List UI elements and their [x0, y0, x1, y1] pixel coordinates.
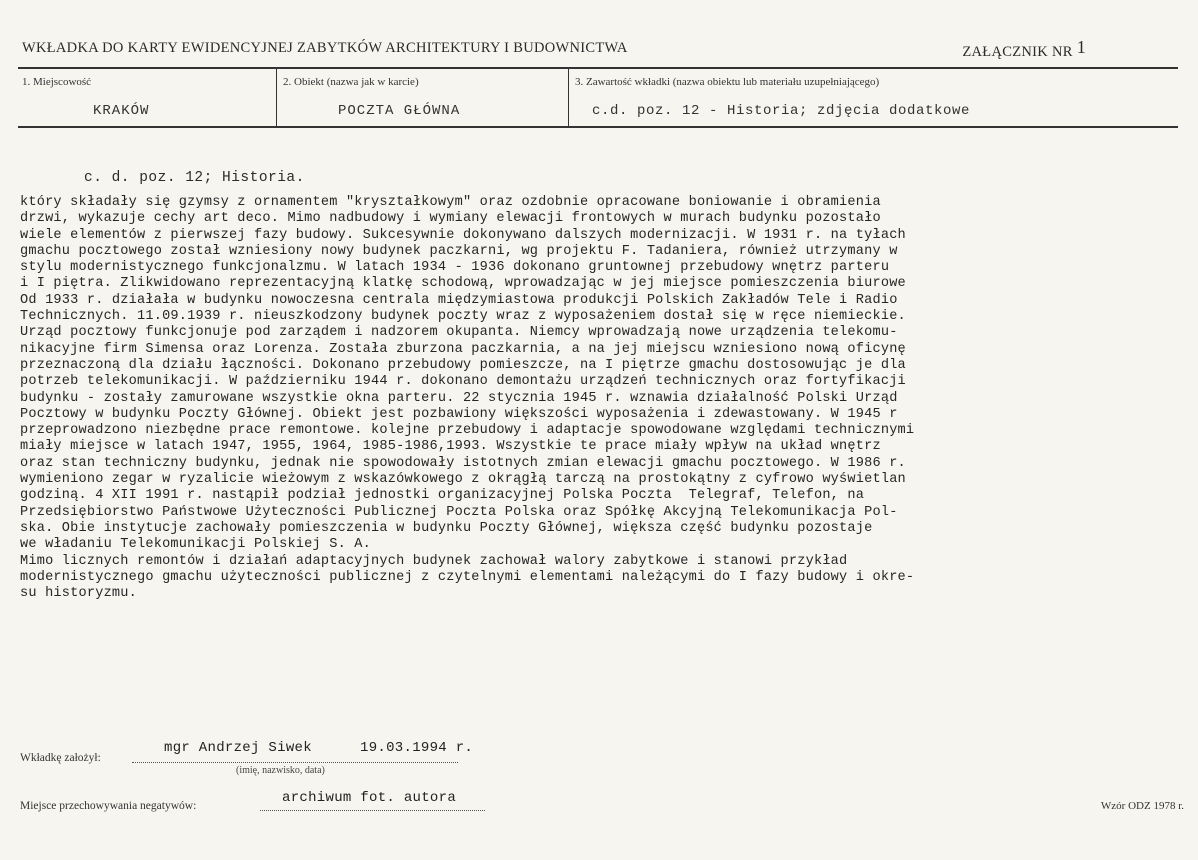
history-line: stylu modernistycznego funkcjonalzmu. W latach 1934 - 1936 dokonano gruntownej przebudowy wnętrz parteru [20, 260, 890, 276]
storage-value: archiwum fot. autora [282, 790, 457, 806]
field-divider-2 [568, 69, 569, 126]
field-value-locality: KRAKÓW [93, 103, 150, 119]
history-line: Od 1933 r. działała w budynku nowoczesna centrala międzymiastowa produkcji Polskich Zakładów Tele i Radio [20, 292, 898, 308]
field-label-contents: 3. Zawartość wkładki (nazwa obiektu lub materiału uzupełniającego) [575, 76, 880, 88]
history-line: Urząd pocztowy funkcjonuje pod zarządem i nadzorem okupanta. Niemcy wprowadzają nowe urządzenia telekomu- [20, 325, 898, 341]
storage-dotted-line [260, 810, 485, 811]
history-line: wiele elementów z pierwszej fazy budowy. Sukcesywnie dokonywano dalszych modernizacji. W 1931 r. na tyłach [20, 227, 906, 243]
history-line: we władaniu Telekomunikacji Polskiej S. A. [20, 537, 372, 553]
storage-label: Miejsce przechowywania negatywów: [20, 800, 197, 812]
history-body-text [20, 195, 1140, 602]
field-divider-1 [276, 69, 277, 126]
history-line: miały miejsce w latach 1947, 1955, 1964, 1985-1986,1993. Wszystkie te prace miały wpływ na układ wnętrz [20, 439, 881, 455]
field-label-locality: 1. Miejscowość [22, 76, 92, 88]
history-line: Mimo licznych remontów i działań adaptacyjnych budynek zachował walory zabytkowe i stanowi przykład [20, 553, 848, 569]
annex-number: 1 [1076, 37, 1086, 57]
history-line: drzwi, wykazuje cechy art deco. Mimo nadbudowy i wymiany elewacji frontowych w murach budynku pozostało [20, 211, 881, 227]
section-heading: c. d. poz. 12; Historia. [84, 170, 305, 186]
history-line: i I piętra. Zlikwidowano reprezentacyjną klatkę schodową, wprowadzając w jej miejsce pomieszczenia biurowe [20, 276, 906, 292]
history-line: wymieniono zegar w ryzalicie wieżowym z wskazówkowego z okrągłą tarczą na prostokątny z cyfrowo wyświetlan [20, 472, 906, 488]
author-name: mgr Andrzej Siwek [164, 740, 312, 756]
history-line: Przedsiębiorstwo Państwowe Użyteczności Publicznej Poczta Polska oraz Spółkę Akcyjną Telekomunikacja Pol- [20, 504, 898, 520]
form-title: WKŁADKA DO KARTY EWIDENCYJNEJ ZABYTKÓW ARCHITEKTURY I BUDOWNICTWA [22, 40, 628, 56]
history-line: budynku - zostały zamurowane wszystkie okna parteru. 22 stycznia 1945 r. wznawia działalność Polski Urząd [20, 390, 898, 406]
field-label-object: 2. Obiekt (nazwa jak w karcie) [283, 76, 419, 88]
author-dotted-line [132, 762, 458, 763]
history-line: który składały się gzymsy z ornamentem "kryształkowym" oraz ozdobnie opracowane boniowanie i obramienia [20, 195, 881, 210]
history-line: Pocztowy w budynku Poczty Głównej. Obiekt jest pozbawiony większości wyposażenia i zdewastowany. W 1945 r [20, 406, 898, 422]
history-line: su historyzmu. [20, 586, 138, 602]
form-code: Wzór ODZ 1978 r. [1100, 800, 1184, 812]
annex-label-text: ZAŁĄCZNIK NR [962, 44, 1073, 60]
author-sublabel: (imię, nazwisko, data) [236, 765, 325, 776]
header-top-rule [18, 67, 1178, 69]
history-line: oraz stan techniczny budynku, jednak nie spowodowały istotnych zmian elewacji gmachu pocztowego. W 1986 r. [20, 455, 906, 471]
field-value-contents: c.d. poz. 12 - Historia; zdjęcia dodatkowe [592, 103, 971, 119]
history-line: przeznaczoną dla działu łączności. Dokonano przebudowy pomieszcze, na I piętrze gmachu dostosowując je dla [20, 357, 906, 373]
history-line: przeprowadzono niezbędne prace remontowe. kolejne przebudowy i adaptacje spowodowane względami technicznymi [20, 423, 915, 439]
field-value-object: POCZTA GŁÓWNA [338, 103, 461, 119]
history-line: gmachu pocztowego został wzniesiony nowy budynek paczkarni, wg projektu F. Tadaniera, również utrzymany w [20, 243, 898, 259]
history-line: potrzeb telekomunikacji. W październiku 1944 r. dokonano demontażu urządzeń technicznych oraz fortyfikacji [20, 374, 906, 390]
history-line: ska. Obie instytucje zachowały pomieszczenia w budynku Poczty Głównej, większa część budynku pozostaje [20, 520, 873, 536]
header-bottom-rule [18, 126, 1178, 128]
history-line: nikacyjne firm Simensa oraz Lorenza. Została zburzona paczkarnia, a na jej miejscu wzniesiono nową oficynę [20, 341, 906, 357]
history-line: Technicznych. 11.09.1939 r. nieuszkodzony budynek poczty wraz z wyposażeniem dostał się w ręce niemieckie. [20, 309, 906, 325]
history-line: godziną. 4 XII 1991 r. nastąpił podział jednostki organizacyjnej Polska Poczta Telegraf, Telefon, na [20, 488, 865, 504]
author-label: Wkładkę założył: [20, 752, 101, 764]
author-date: 19.03.1994 r. [360, 740, 474, 756]
annex-label [962, 37, 1086, 61]
history-line: modernistycznego gmachu użyteczności publicznej z czytelnymi elementami należącymi do I fazy budowy i okre- [20, 569, 915, 585]
